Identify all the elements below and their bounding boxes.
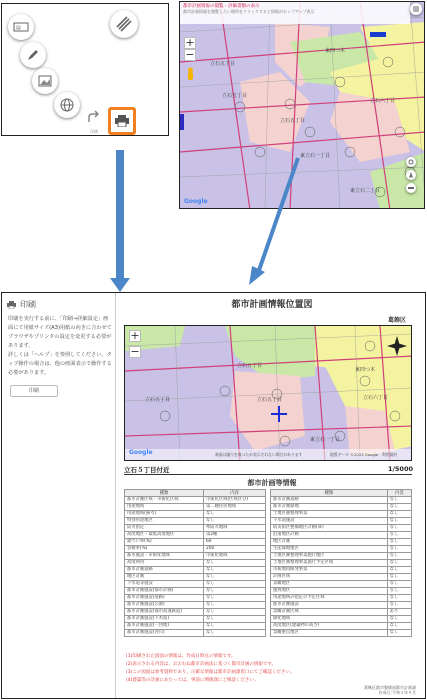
table-cell-value: なし	[387, 623, 411, 630]
table-cell-type: 景観地区	[271, 581, 388, 588]
table-cell-value: 第二種住居地域	[203, 504, 265, 511]
print-help-text: 詳しくは「ヘルプ」を参照してください。タップ操作の場合は、他の画面表示で操作する必要があります。	[8, 352, 112, 376]
table-cell-value: なし	[387, 511, 411, 518]
table-cell-value: なし	[203, 595, 265, 602]
table-row	[125, 574, 266, 581]
table-cell-type: 建ぺい率(%)	[125, 539, 204, 546]
doc-map-label: 立石五丁目	[145, 397, 171, 403]
table-row	[271, 539, 412, 546]
print-execute-button[interactable]: 印刷	[10, 385, 58, 397]
table-cell-value: なし	[387, 574, 411, 581]
note-line: (4)建築等の計画にあたっては、事前に関係課にご相談ください。	[126, 678, 259, 683]
table-cell-value: 第2種	[203, 532, 265, 539]
table-cell-value: なし	[387, 525, 411, 532]
table-row	[271, 560, 412, 567]
table-row	[271, 567, 412, 574]
table-cell-value: あり	[387, 609, 411, 616]
table-row	[271, 504, 412, 511]
table-row	[271, 553, 412, 560]
table-cell-value: なし	[203, 623, 265, 630]
map-label: 立石六丁目	[370, 98, 396, 104]
table-cell-value: なし	[387, 539, 411, 546]
table-cell-type: 都市計画施設(一団地)	[125, 623, 204, 630]
table-row	[271, 511, 412, 518]
table-cell-type: 防火指定	[125, 525, 204, 532]
table-cell-type: 都市施設・市街化地域	[125, 553, 204, 560]
doc-map-label: 東四つ木	[355, 367, 376, 373]
table-cell-value: なし	[387, 630, 411, 637]
table-row	[125, 546, 266, 553]
document-title: 都市計画情報位置図	[231, 300, 313, 310]
table-cell-type: 都市計画区域・市街化区域	[125, 497, 204, 504]
table-cell-value: なし	[203, 588, 265, 595]
table-row	[125, 504, 266, 511]
table-cell-value: 60	[203, 539, 265, 546]
table-cell-value: 準防火地域	[203, 525, 265, 532]
table-cell-value: なし	[203, 602, 265, 609]
scale-label: 1/5000	[388, 465, 413, 473]
table-row	[271, 609, 412, 616]
table-row	[125, 539, 266, 546]
table-row	[125, 616, 266, 623]
table-cell-type: 下水道等施設	[125, 581, 204, 588]
column-header: 内容	[387, 490, 411, 497]
print-panel-title: 印刷	[20, 300, 36, 309]
table-cell-type: 都市計画施設(公園)	[125, 602, 204, 609]
table-row	[125, 511, 266, 518]
table-cell-value: なし	[387, 595, 411, 602]
printer-icon	[7, 301, 16, 309]
table-row	[271, 623, 412, 630]
map-label: 東立石一丁目	[300, 153, 331, 159]
table-cell-type: 景観計画区域	[271, 609, 388, 616]
table-row	[125, 567, 266, 574]
table-row	[271, 518, 412, 525]
table-cell-type: 都市計画緑地	[271, 504, 388, 511]
table-row	[125, 553, 266, 560]
table-row	[271, 595, 412, 602]
map-notice: 画面は縮尺を保つため表示されない場合があります	[215, 452, 303, 457]
table-row	[271, 546, 412, 553]
table-cell-value: なし	[387, 567, 411, 574]
table-cell-value: なし	[387, 497, 411, 504]
table-cell-value: なし	[203, 574, 265, 581]
column-header: 内容	[203, 490, 265, 497]
table-cell-type: 沿道地区計画	[271, 532, 388, 539]
table-cell-type: 下水道施設	[271, 518, 388, 525]
doc-map-label: 立石五丁目	[237, 363, 263, 369]
table-cell-value: なし	[387, 602, 411, 609]
section-title: 都市計画等情報	[247, 479, 297, 487]
table-cell-type: 容積率(%)	[125, 546, 204, 553]
diagonal-arrow-shaft	[257, 158, 298, 276]
table-cell-type: 地区計画	[125, 574, 204, 581]
table-cell-value: なし	[203, 630, 265, 637]
doc-zoom-out-button[interactable]: −	[130, 345, 140, 358]
print-label: 印刷	[90, 129, 98, 134]
table-cell-value: なし	[387, 553, 411, 560]
table-row	[271, 588, 412, 595]
footer-line: 作成日:令和５年９月	[378, 690, 416, 695]
table-cell-value: なし	[203, 567, 265, 574]
table-cell-type: 都市計画道路	[271, 497, 388, 504]
table-row	[271, 581, 412, 588]
table-cell-type: 生産緑地地区	[271, 546, 388, 553]
note-line: (3)この図面は参考資料であり、正確な情報は都市計画課窓口にてご確認ください。	[126, 670, 295, 675]
table-row	[125, 525, 266, 532]
map-label: 東四つ木	[325, 48, 346, 54]
map-label: 立石五丁目	[222, 93, 248, 99]
table-cell-type: 用途地域(備考)	[125, 511, 204, 518]
table-row	[271, 602, 412, 609]
map-header-text: 都市計画情報を閲覧したい場所をクリックすると情報がポップアップ表示	[183, 9, 315, 14]
doc-map-label: 立石五丁目	[257, 397, 283, 403]
location-label: 立石５丁目付近	[124, 466, 170, 474]
document-map[interactable]	[124, 325, 412, 461]
table-cell-type: 高度利用	[125, 560, 204, 567]
column-header: 種類	[125, 490, 204, 497]
zoom-in-button[interactable]: +	[185, 36, 195, 49]
map-label: 立石五丁目	[210, 61, 236, 67]
table-cell-value: なし	[387, 546, 411, 553]
table-cell-type: 高度地区(建築物の高さ)	[271, 623, 388, 630]
print-instructions: 印刷を実行する前に、「印刷→詳細設定」画面にて用紙サイズ(A3)用紙の向きに合わせてブラウザやプリンタの設定を変更する必要があります。	[8, 316, 112, 349]
table-cell-type: 市街地再開発事業	[271, 567, 388, 574]
document-footer	[364, 685, 416, 695]
print-preview	[1, 292, 426, 699]
table-row	[125, 609, 266, 616]
down-arrow-head	[110, 278, 130, 292]
table-row	[125, 581, 266, 588]
diagonal-arrow-head	[249, 266, 265, 285]
table-cell-value: なし	[203, 560, 265, 567]
table-cell-value: なし	[203, 518, 265, 525]
table-row	[271, 574, 412, 581]
table-cell-type: 都市計画施設(河川)	[125, 630, 204, 637]
down-arrow-shaft	[116, 150, 124, 278]
table-cell-value: なし	[387, 532, 411, 539]
print-side-panel	[2, 293, 116, 698]
info-table-right	[270, 489, 412, 637]
map-header-title: 都市計画情報の閲覧・評価書類の表示	[183, 4, 260, 9]
table-cell-type: 特別用途地区	[125, 518, 204, 525]
table-row	[125, 595, 266, 602]
table-row	[271, 616, 412, 623]
table-row	[271, 497, 412, 504]
table-cell-value: なし	[387, 518, 411, 525]
table-row	[271, 525, 412, 532]
table-cell-type: 都市計画施設(下水道)	[125, 616, 204, 623]
table-row	[125, 497, 266, 504]
table-cell-value: なし	[203, 581, 265, 588]
flow-arrows	[0, 0, 427, 295]
table-row	[271, 630, 412, 637]
table-row	[125, 532, 266, 539]
table-cell-type: 土地区画整理事業施行予定区域	[271, 560, 388, 567]
table-cell-type: 用途地域の指定の予定区域	[271, 595, 388, 602]
map-attribution: 地図データ ©2023 Google 利用規約	[330, 452, 398, 457]
table-cell-type: 景観重点地区	[271, 630, 388, 637]
table-cell-value: なし	[387, 560, 411, 567]
notes	[126, 653, 416, 685]
map-label: 立石五丁目	[280, 118, 306, 124]
table-row	[125, 630, 266, 637]
table-row	[125, 623, 266, 630]
table-cell-value: なし	[387, 588, 411, 595]
table-cell-type: 都市計画施設(道路)	[125, 595, 204, 602]
zoom-out-button[interactable]: −	[185, 48, 195, 61]
note-line: (1)印刷された図面の情報は、作成日時点の情報です。	[126, 654, 236, 659]
table-cell-type: 土地区画整理事業	[271, 511, 388, 518]
table-cell-type: 緑化地域	[271, 616, 388, 623]
table-cell-value: なし	[203, 511, 265, 518]
info-table-left	[124, 489, 266, 637]
table-cell-type: 風致地区	[271, 588, 388, 595]
divider	[124, 474, 412, 475]
table-row	[271, 532, 412, 539]
ward-label: 葛飾区	[387, 317, 406, 324]
table-cell-type: 都市計画道路	[125, 567, 204, 574]
svg-text:▤: ▤	[16, 25, 21, 31]
google-logo: Google	[184, 198, 208, 205]
google-logo: Google	[129, 449, 153, 456]
print-document	[120, 293, 424, 698]
table-cell-type: 用途地域	[125, 504, 204, 511]
table-cell-value: なし	[203, 609, 265, 616]
note-line: (2)表示される内容は、おおむね都市計画法に基づく都市計画の情報です。	[126, 662, 277, 667]
table-row	[125, 602, 266, 609]
doc-map-label: 立石六丁目	[363, 395, 389, 401]
doc-zoom-in-button[interactable]: +	[130, 329, 140, 342]
table-cell-type: 地区計画	[271, 539, 388, 546]
table-cell-value: なし	[387, 616, 411, 623]
print-panel-header	[7, 299, 36, 310]
table-cell-type: 都市計画施設	[271, 602, 388, 609]
table-cell-value: 200	[203, 546, 265, 553]
table-row	[125, 518, 266, 525]
map-label: 東立石二丁目	[350, 188, 381, 194]
table-cell-type: 高度地区・最低高度地区	[125, 532, 204, 539]
table-cell-value: なし	[203, 616, 265, 623]
table-cell-type: 計画区域	[271, 574, 388, 581]
table-row	[125, 588, 266, 595]
table-cell-type: 都市計画施設(都市高速鉄道)	[125, 609, 204, 616]
table-row	[125, 560, 266, 567]
table-cell-value: なし	[387, 504, 411, 511]
table-cell-value: なし	[387, 581, 411, 588]
column-header: 種類	[271, 490, 388, 497]
table-cell-type: 都市計画施設(都市計画)	[125, 588, 204, 595]
table-cell-value: 市街化区域(区域区分)	[203, 497, 265, 504]
table-cell-type: 防災街区整備地区計画(ゆ)	[271, 525, 388, 532]
table-cell-type: 土地区画整理事業施行地区	[271, 553, 388, 560]
footer-line: 葛飾区都市整備部都市計画課	[364, 685, 416, 690]
table-cell-value: 市街化地域	[203, 553, 265, 560]
doc-map-label: 東立石一丁目	[310, 437, 341, 443]
